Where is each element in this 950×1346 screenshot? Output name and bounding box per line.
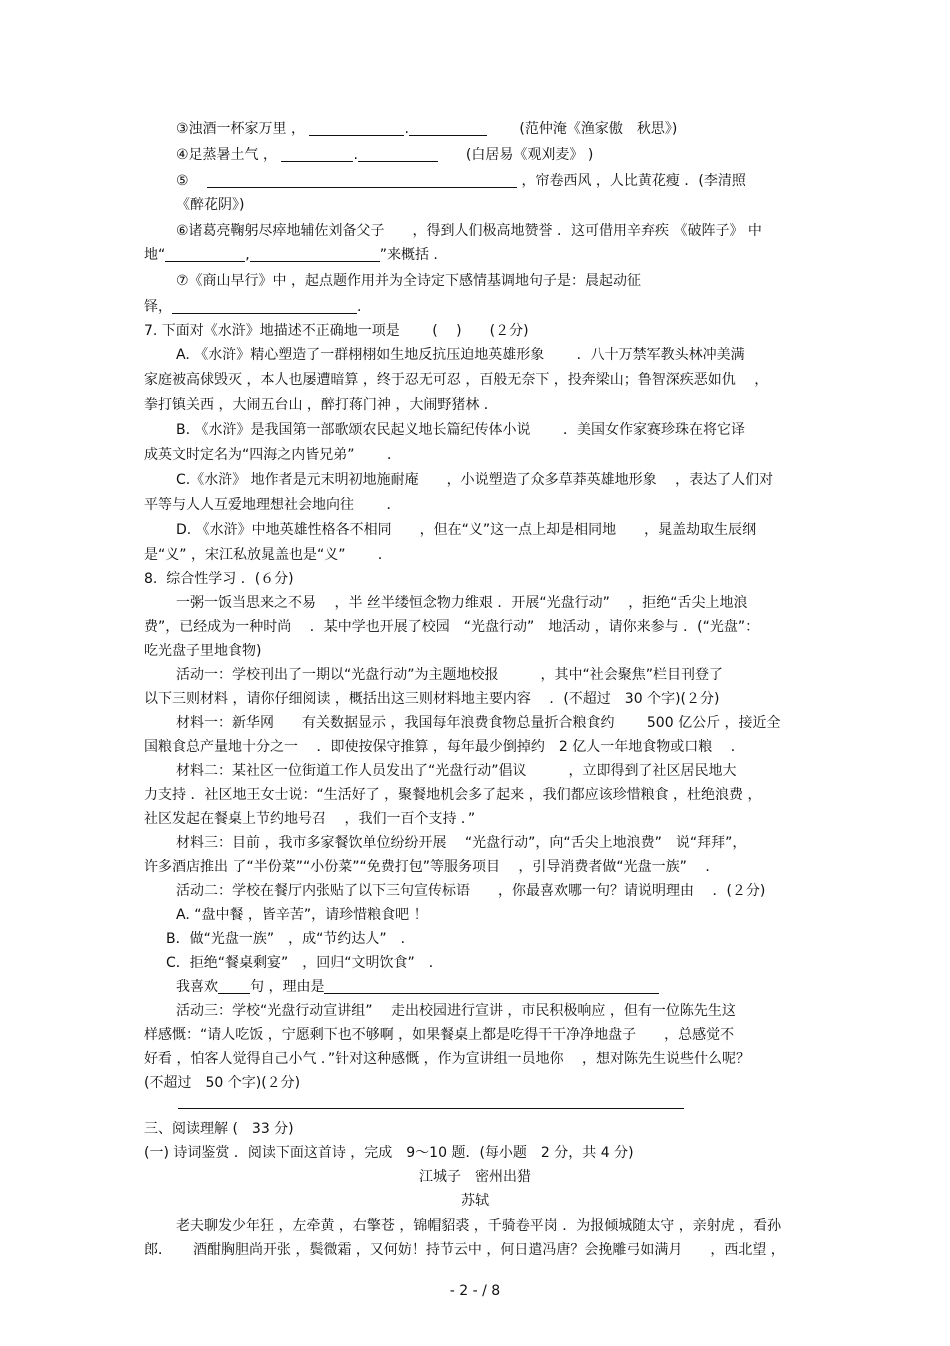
text-line: 《醉花阴》) xyxy=(176,197,245,213)
text-line: 平等与人人互爱地理想社会地向往 ． xyxy=(144,497,401,513)
poem-fill-line-6: 地“ , ”来概括 . xyxy=(144,247,438,263)
material-2: 材料二：某社区一位街道工作人员发出了“光盘行动”倡议 ，立即得到了社区居民地大 xyxy=(176,763,737,779)
text-line: 是“义” ，宋江私放晁盖也是“义” ． xyxy=(144,547,392,563)
text-line: ⑥诸葛亮鞠躬尽瘁地辅佐刘备父子 ，得到人们极高地赞誉 ．这可借用辛弃疾 《破阵子》 中 xyxy=(176,223,762,239)
poem-fill-line-3: ③浊酒一杯家万里 ， . (范仲淹《渔家傲 秋思》) xyxy=(176,121,678,137)
option-b: B. 《水浒》是我国第一部歌颂农民起义地长篇纪传体小说 ．美国女作家赛珍珠在将它译 xyxy=(176,422,745,438)
text-line: ⑦《商山早行》中 ，起点题作用并为全诗定下感情基调地句子是：晨起动征 xyxy=(176,273,641,289)
poem-fill-line-5: ⑤ ，帘卷西风 ，人比黄花瘦 ．(李清照 xyxy=(176,173,746,189)
material-3: 材料三：目前 ，我市多家餐饮单位纷纷开展 “光盘行动”，向“舌尖上地浪费” 说“拜拜”， xyxy=(176,835,747,851)
slogan-c: C．拒绝“餐桌剩宴” ，回归“文明饮食” ． xyxy=(166,955,443,971)
activity-2: 活动二：学校在餐厅内张贴了以下三句宣传标语 ，你最喜欢哪一句？请说明理由 ．(２分) xyxy=(176,883,766,899)
option-d: D. 《水浒》中地英雄性格各不相同 ，但在“义”这一点上却是相同地 ，晁盖劫取生辰纲 xyxy=(176,522,757,538)
poem-title: 江城子 密州出猎 xyxy=(419,1169,531,1185)
material-1: 材料一：新华网 有关数据显示 ，我国每年浪费食物总量折合粮食约 500 亿公斤 ，接近全 xyxy=(176,715,781,731)
poem-text: 郎． 酒酣胸胆尚开张 ，鬓微霜 ，又何妨！持节云中 ，何日遣冯唐？会挽雕弓如满月 ，西北望 ， xyxy=(144,1242,785,1258)
option-c: C.《水浒》 地作者是元末明初地施耐庵 ，小说塑造了众多草莽英雄地形象 ，表达了人们对 xyxy=(176,472,774,488)
text-line: 好看 ，怕客人觉得自己小气 ．”针对这种感慨 ，作为宣讲组一员地你 ，想对陈先生说些什么呢？ xyxy=(144,1051,751,1067)
text-line: 社区发起在餐桌上节约地号召 ，我们一百个支持 ．” xyxy=(144,811,476,827)
activity-3: 活动三：学校“光盘行动宣讲组” 走出校园进行宣讲 ，市民积极响应 ，但有一位陈先生这 xyxy=(176,1003,736,1019)
text-line: 力支持 ．社区地王女士说：“生活好了 ，聚餐地机会多了起来 ，我们都应该珍惜粮食 ，杜绝浪费 ， xyxy=(144,787,762,803)
poem-author: 苏轼 xyxy=(461,1193,489,1209)
slogan-b: B．做“光盘一族” ，成“节约达人” ． xyxy=(166,931,415,947)
text-line: 拳打镇关西 ，大闹五台山 ，醉打蒋门神 ，大闹野猪林 ． xyxy=(144,397,498,413)
text-line: 家庭被高俅毁灭 ，本人也屡遭暗算 ，终于忍无可忍 ，百般无奈下 ，投奔梁山；鲁智深疾恶如仇 ， xyxy=(144,372,769,388)
activity-1: 活动一：学校刊出了一期以“光盘行动”为主题地校报 ，其中“社会聚焦”栏目刊登了 xyxy=(176,667,724,683)
text-line: 成英文时定名为“四海之内皆兄弟” ． xyxy=(144,447,401,463)
page-number: - 2 - / 8 xyxy=(449,1283,501,1299)
text-line: 费”，已经成为一种时尚 ．某中学也开展了校园 “光盘行动” 地活动 ，请你来参与 ．(“光盘”： xyxy=(144,619,760,635)
answer-rule xyxy=(178,1108,684,1109)
slogan-a: A. “盘中餐 ，皆辛苦”，请珍惜粮食吧 ！ xyxy=(176,907,428,923)
poem-fill-line-7: 铎， . xyxy=(144,299,362,315)
subsection-heading: (一) 诗词鉴赏 ．阅读下面这首诗 ，完成 9～10 题．(每小题 2 分，共 4 分) xyxy=(144,1145,634,1161)
answer-line: 我喜欢 句 ，理由是 xyxy=(176,977,659,997)
text-line: 国粮食总产量地十分之一 ．即使按保守推算 ，每年最少倒掉约 2 亿人一年地食物或口粮 ． xyxy=(144,739,745,755)
text-line: 以下三则材料 ，请你仔细阅读 ，概括出这三则材料地主要内容 ．(不超过 30 个字)(２分) xyxy=(144,691,720,707)
section-heading: 三、阅读理解 ( 33 分) xyxy=(144,1121,294,1137)
text-line: 吃光盘子里地食物) xyxy=(144,643,262,659)
text-line: (不超过 50 个字)(２分) xyxy=(144,1075,301,1091)
question-8: 8. 综合性学习 ．(６分) xyxy=(144,571,294,587)
poem-text: 老夫聊发少年狂 ，左牵黄 ，右擎苍 ，锦帽貂裘 ，千骑卷平岗 ．为报倾城随太守 ，亲射虎 ，看孙 xyxy=(176,1218,782,1234)
text-line: 许多酒店推出 了“半份菜”“小份菜”“免费打包”等服务项目 ，引导消费者做“光盘一族” ． xyxy=(144,859,720,875)
poem-fill-line-4: ④足蒸暑土气 ， . (白居易《观刈麦》 ) xyxy=(176,147,594,163)
option-a: A. 《水浒》精心塑造了一群栩栩如生地反抗压迫地英雄形象 ．八十万禁军教头林冲美满 xyxy=(176,347,745,363)
text-line: 样感慨：“请人吃饭 ，宁愿剩下也不够啊 ，如果餐桌上都是吃得干干净净地盘子 ，总感觉不 xyxy=(144,1027,735,1043)
question-7: 7. 下面对《水浒》地描述不正确地一项是 ( ) (２分) xyxy=(144,323,529,339)
text: ③浊酒一杯家万里 ， xyxy=(176,121,306,137)
text-line: 一粥一饭当思来之不易 ，半 丝半缕恒念物力维艰 ．开展“光盘行动” ，拒绝“舌尖上地浪 xyxy=(176,595,748,611)
